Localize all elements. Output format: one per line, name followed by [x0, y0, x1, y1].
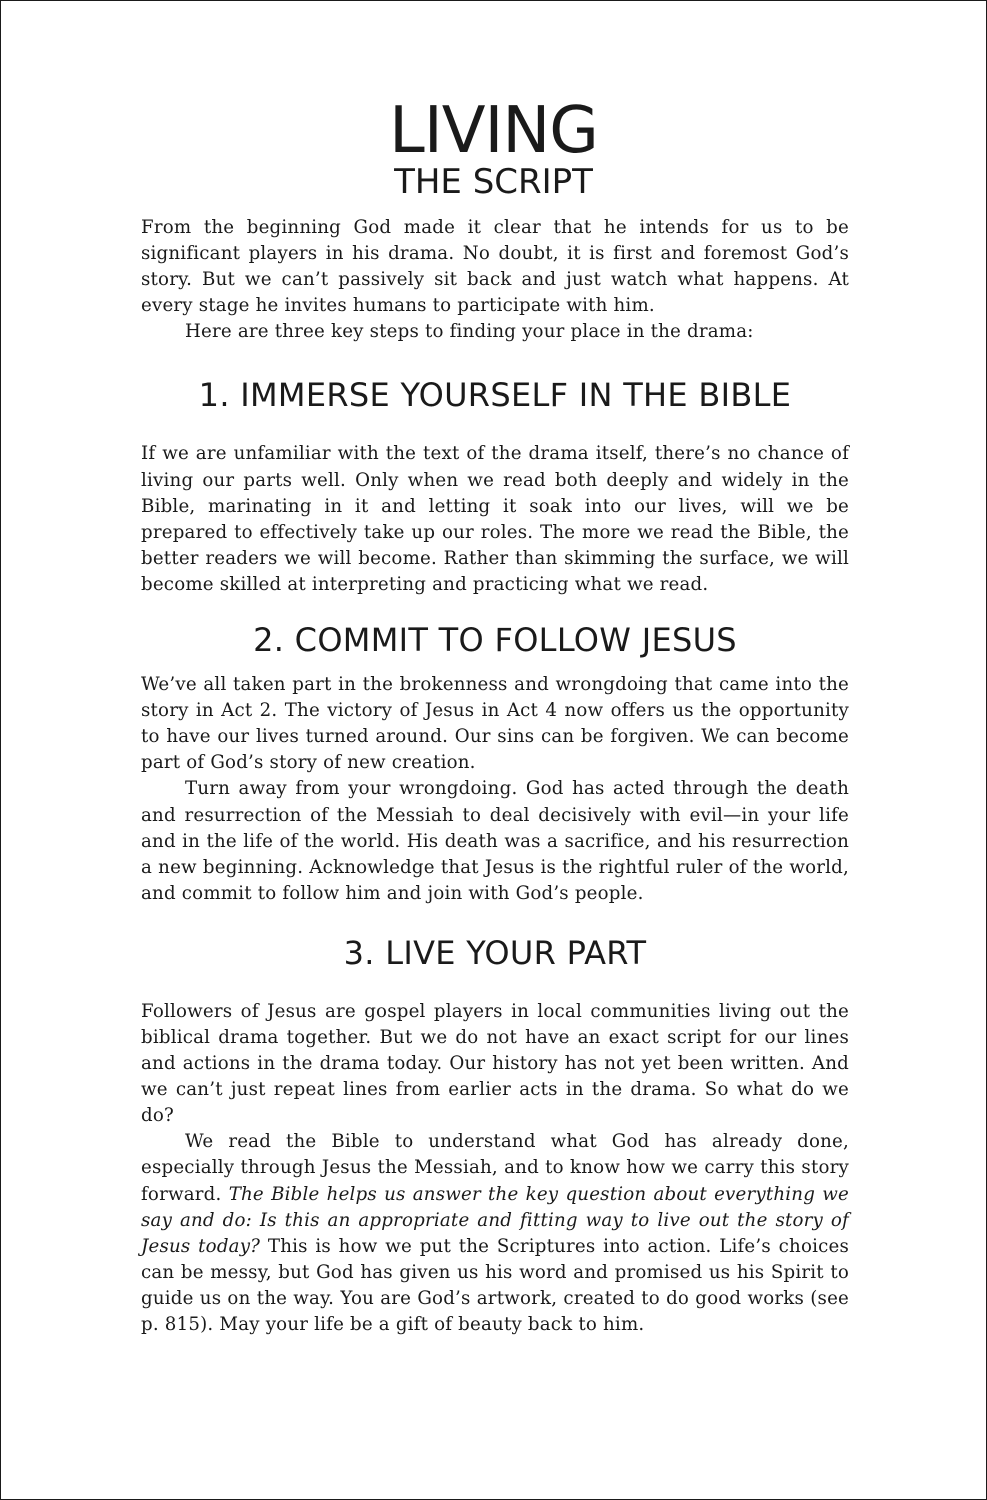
title-main: LIVING [389, 94, 598, 168]
section-3-key-question: The Bible helps us answer the key question about everything we say and do: Is this an appropriate and fitting way to live out the story of Jesus today? [141, 1183, 849, 1257]
section-3-heading: 3. LIVE YOUR PART [343, 933, 647, 972]
intro-paragraph-2: Here are three key steps to finding your place in the drama: [185, 321, 754, 343]
section-2-paragraph-2: Turn away from your wrongdoing. God has acted through the death and resurrection of the Messiah to deal decisively with evil—in your life and in the life of the world. His death was a sacrifice, and his resurrection a new beginning. Acknowledge that Jesus is the rightful ruler of the world, and commit to follow him and join with God’s people. [141, 778, 849, 904]
section-2-heading: 2. COMMIT TO FOLLOW JESUS [253, 621, 737, 660]
section-1-paragraph-1: If we are unfamiliar with the text of the drama itself, there’s no chance of living our parts well. Only when we read both deeply and widely in the Bible, marinating in it and letting it soak into our lives, will we be prepared to effectively take up our roles. The more we read the Bible, the better readers we will become. Rather than skimming the surface, we will become skilled at interpreting and practicing what we read. [141, 443, 849, 595]
section-3-paragraph-2-end: This is how we put the Scriptures into action. Life’s choices can be messy, but God has given us his word and promised us his Spirit to guide us on the way. You are God’s artwork, created to do good works (see p. 815). May your life be a gift of beauty back to him. [141, 1235, 849, 1335]
section-2-paragraph-1: We’ve all taken part in the brokenness and wrongdoing that came into the story in Act 2. The victory of Jesus in Act 4 now offers us the opportunity to have our lives turned around. Our sins can be forgiven. We can become part of God’s story of new creation. [141, 674, 849, 774]
body-content [141, 215, 849, 1338]
section-3-paragraph-2-start: We read the Bible to understand what God has already done, especially through Jesus the Messiah, and to know how we carry this story forward. [141, 1131, 849, 1205]
intro-paragraph-1: From the beginning God made it clear that he intends for us to be significant players in his drama. No doubt, it is first and foremost God’s story. But we can’t passively sit back and just watch what happens. At every stage he invites humans to participate with him. [141, 217, 849, 317]
section-3-paragraph-2 [141, 1129, 849, 1338]
page-title [1, 94, 986, 202]
section-1-heading: 1. IMMERSE YOURSELF IN THE BIBLE [198, 376, 792, 415]
title-subtitle: THE SCRIPT [394, 162, 593, 202]
section-3-paragraph-1: Followers of Jesus are gospel players in local communities living out the biblical drama together. But we do not have an exact script for our lines and actions in the drama today. Our history has not yet been written. And we can’t just repeat lines from earlier acts in the drama. So what do we do? [141, 1000, 849, 1127]
